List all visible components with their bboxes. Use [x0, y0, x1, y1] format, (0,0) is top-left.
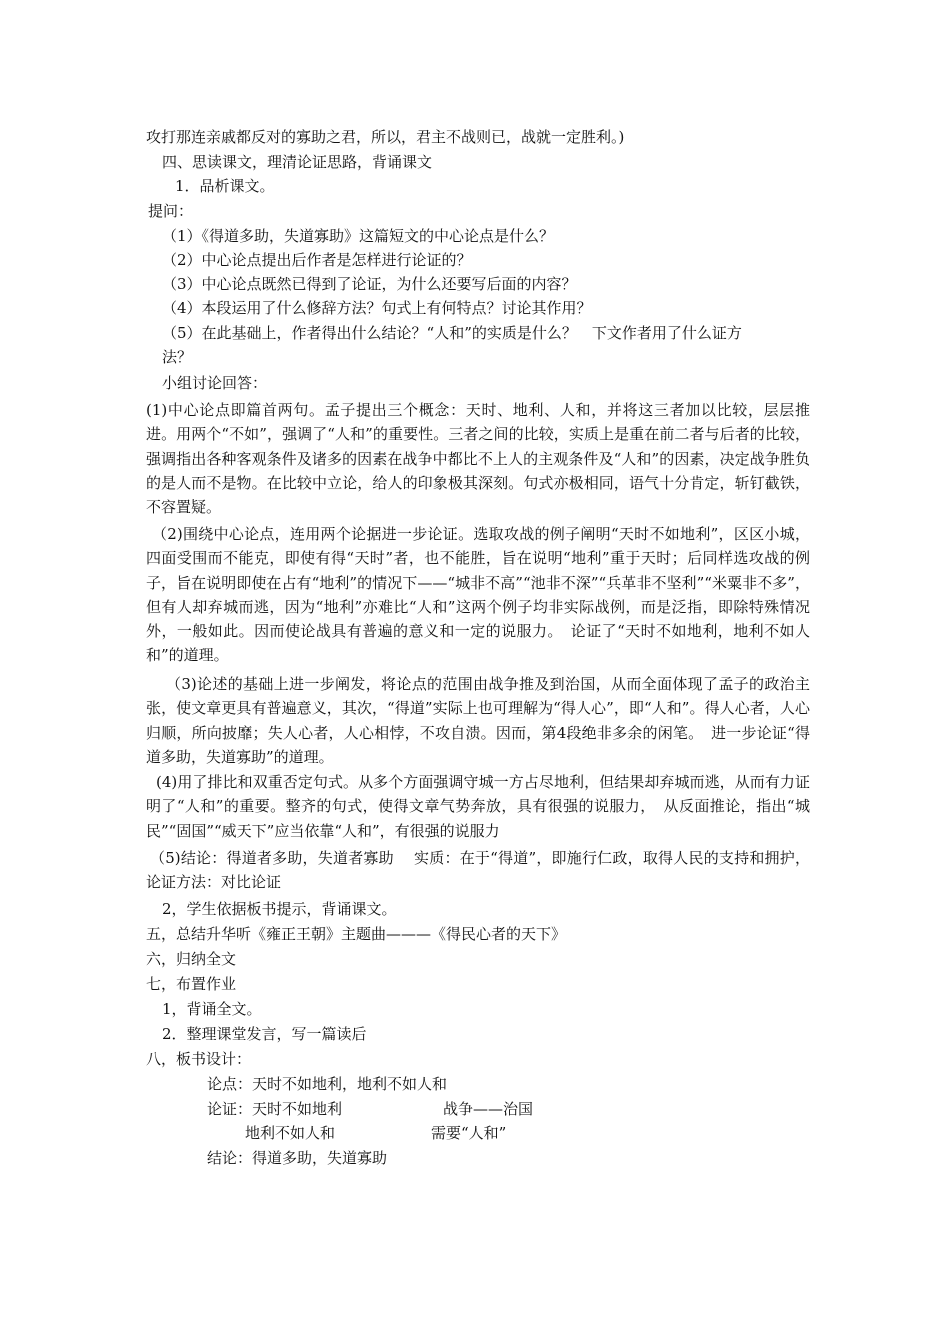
section6: 六，归纳全文 — [146, 950, 237, 968]
section8: 八，板书设计： — [146, 1050, 252, 1068]
answer-1: (1)中心论点即篇首两句。孟子提出三个概念：天时、地利、人和，并将这三者加以比较，层层推进。用两个“不如”，强调了“人和”的重要性。三者之间的比较，实质上是重在前二者与后者的比较，强调指出各种客观条件及诸多的因素在战争中都比不上人的主观条件及“人和”的因素，决定战争胜负的是人而不是物。在比较中立论，给人的印象极其深刻。句式亦极相同，语气十分肯定，斩钉截铁，不容置疑。 — [146, 401, 810, 517]
homework-2: 2．整理课堂发言，写一篇读后 — [162, 1025, 367, 1043]
answer-3: （3)论述的基础上进一步阐发，将论点的范围由战争推及到治国，从而全面体现了孟子的政治主张，使文章更具有普遍意义，其次，“得道”实际上也可理解为“得人心”，即“人和”。得人心者，人心归顺，所向披靡；失人心者，人心相悖，不攻自溃。因而，第4段绝非多余的闲笔。 进一步论证“得道多助，失道寡助”的道理。 — [146, 675, 810, 766]
questions-label: 提问： — [148, 202, 194, 220]
section5: 五，总结升华听《雍正王朝》主题曲———《得民心者的天下》 — [146, 925, 567, 943]
section7: 七，布置作业 — [146, 975, 237, 993]
answer-2: （2)围绕中心论点，连用两个论据进一步论证。选取攻战的例子阐明“天时不如地利”，区区小城，四面受围而不能克，即使有得“天时”者，也不能胜，旨在说明“地利”重于天时；后同样选攻战的例子，旨在说明即使在占有“地利”的情况下——“城非不高”“池非不深”“兵革非不坚利”“米粟非不多”，但有人却弃城而逃，因为“地利”亦难比“人和”这两个例子均非实际战例，而是泛指，即除特殊情况外，一般如此。因而使论战具有普遍的意义和一定的说服力。 论证了“天时不如地利，地利不如人和”的道理。 — [146, 525, 810, 665]
question-2: （2）中心论点提出后作者是怎样进行论证的？ — [162, 251, 472, 269]
board-thesis: 论点：天时不如地利，地利不如人和 — [207, 1075, 448, 1093]
question-4: （4）本段运用了什么修辞方法？句式上有何特点？讨论其作用？ — [162, 299, 592, 317]
board-scope: 战争——治国 — [443, 1100, 534, 1118]
answer-5: （5)结论：得道者多助，失道者寡助 实质：在于“得道”，即施行仁政，取得人民的支持和拥护，论证方法：对比论证 — [146, 849, 810, 892]
continued-line: 攻打那连亲戚都反对的寡助之君，所以，君主不战则已，战就一定胜利。) — [146, 128, 625, 146]
board-conclusion: 结论：得道多助，失道寡助 — [207, 1149, 388, 1167]
question-5-cont: 法？ — [162, 348, 193, 366]
question-1: （1）《得道多助，失道寡助》这篇短文的中心论点是什么？ — [162, 227, 555, 245]
answer-4: (4)用了排比和双重否定句式。从多个方面强调守城一方占尽地利，但结果却弃城而逃，从而有力证明了“人和”的重要。整齐的句式，使得文章气势奔放，具有很强的说服力， 从反面推论，指出“城民”“固国”“威天下”应当依靠“人和”，有很强的说服力 — [146, 773, 810, 840]
step1: 1．品析课文。 — [175, 177, 275, 195]
board-argument-1: 论证：天时不如地利 — [207, 1100, 343, 1118]
question-3: （3）中心论点既然已得到了论证，为什么还要写后面的内容？ — [162, 275, 577, 293]
question-5: （5）在此基础上，作者得出什么结论？“人和”的实质是什么？ 下文作者用了什么证方 — [162, 324, 742, 342]
section4-heading: 四、思读课文，理清论证思路，背诵课文 — [162, 153, 433, 171]
board-need: 需要“人和” — [431, 1124, 507, 1142]
discussion-label: 小组讨论回答： — [162, 374, 268, 392]
homework-1: 1，背诵全文。 — [162, 1000, 262, 1018]
board-argument-2: 地利不如人和 — [245, 1124, 336, 1142]
step2: 2，学生依据板书提示，背诵课文。 — [162, 900, 397, 918]
